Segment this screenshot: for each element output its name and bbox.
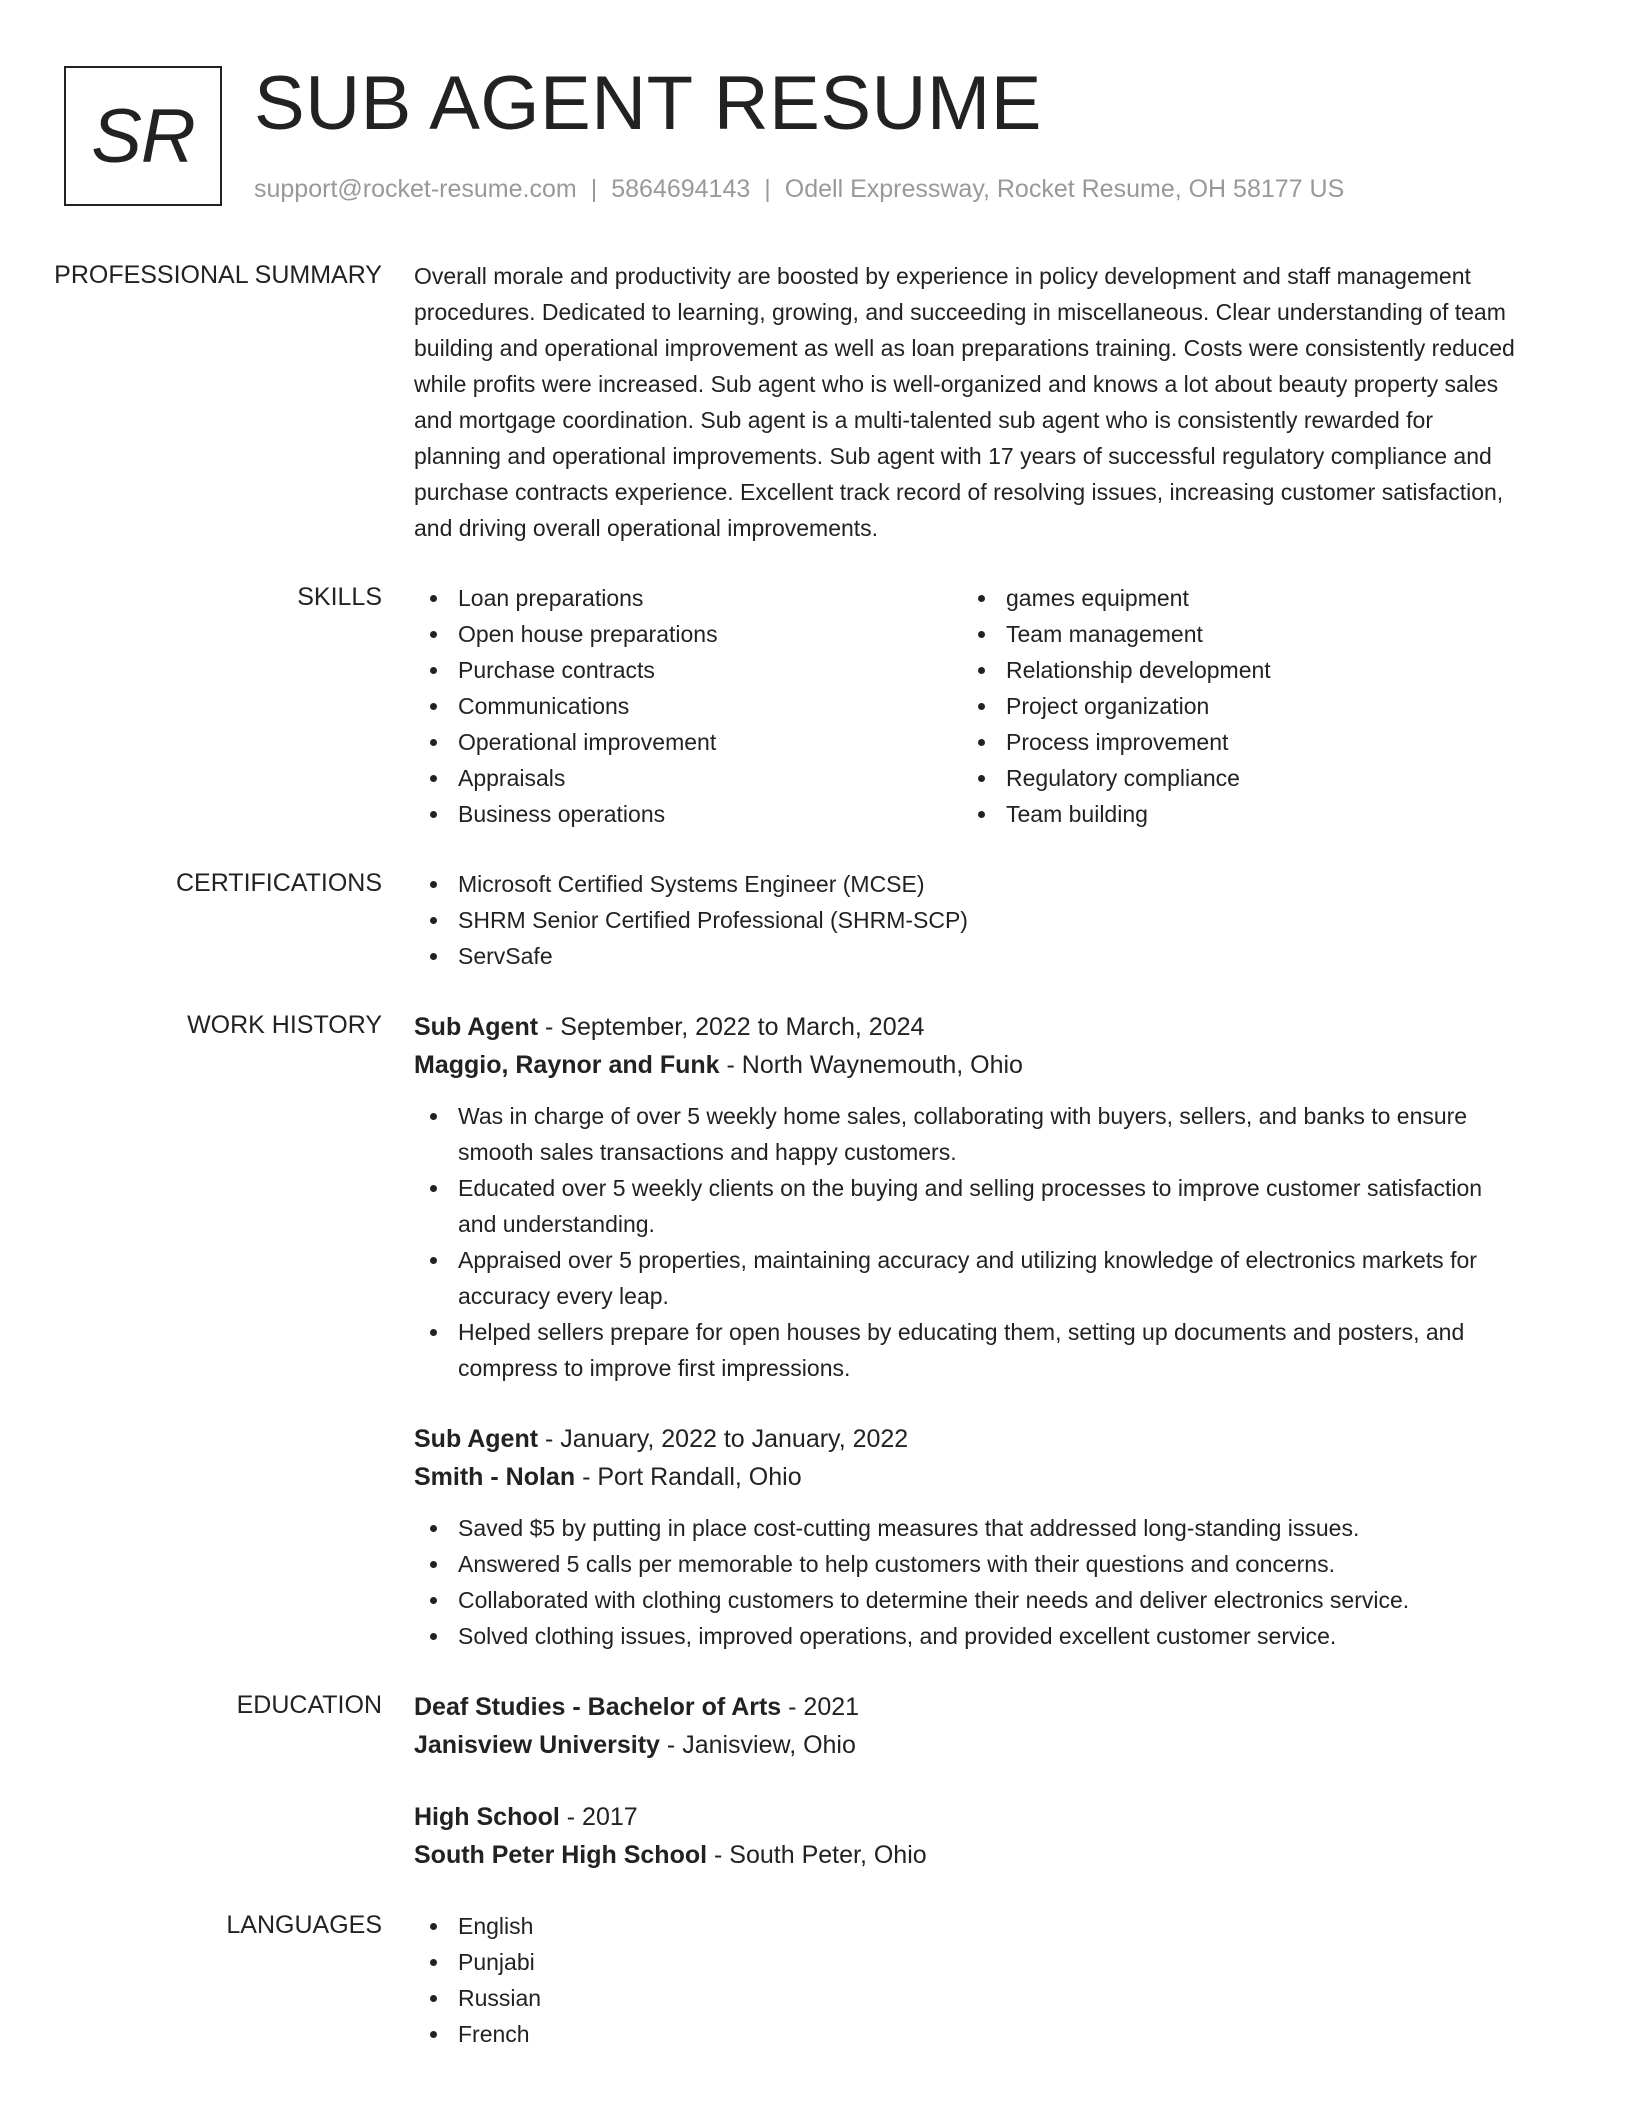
job-duty-item: Educated over 5 weekly clients on the buying and selling processes to improve customer satisfaction and understanding. xyxy=(414,1170,1524,1242)
skill-item: Open house preparations xyxy=(414,616,962,652)
contact-line xyxy=(254,172,1344,206)
job-title-line xyxy=(414,1420,1524,1458)
resume-title: SUB AGENT RESUME xyxy=(254,61,1042,146)
language-item: English xyxy=(414,1908,1524,1944)
education-location: - Janisview, Ohio xyxy=(666,1731,856,1759)
contact-separator: | xyxy=(764,175,771,203)
initials-monogram: SR xyxy=(64,66,222,206)
skill-item: Purchase contracts xyxy=(414,652,962,688)
skill-item: Appraisals xyxy=(414,760,962,796)
contact-separator: | xyxy=(590,175,598,203)
skill-item: Project organization xyxy=(962,688,1510,724)
job-entry xyxy=(414,1420,1524,1654)
section-content xyxy=(414,258,1524,546)
skill-item: Communications xyxy=(414,688,962,724)
job-duties-list xyxy=(414,1510,1524,1654)
job-dates: - January, 2022 to January, 2022 xyxy=(545,1425,909,1453)
job-duty-item: Helped sellers prepare for open houses by educating them, setting up documents and posters, and compress to improve first impressions. xyxy=(414,1314,1524,1386)
section-label: CERTIFICATIONS xyxy=(175,869,382,897)
education-year: - 2017 xyxy=(566,1803,638,1831)
education-entry xyxy=(414,1688,1524,1764)
section-work-history xyxy=(0,1008,1632,1654)
section-content xyxy=(414,1688,1524,1874)
job-company-line xyxy=(414,1458,1524,1496)
language-item: French xyxy=(414,2016,1524,2052)
language-item: Punjabi xyxy=(414,1944,1524,1980)
skill-item: Team building xyxy=(962,796,1510,832)
job-company-line xyxy=(414,1046,1524,1084)
education-location: - South Peter, Ohio xyxy=(714,1841,927,1869)
section-label: SKILLS xyxy=(297,583,382,611)
certifications-list xyxy=(414,866,1524,974)
summary-text: Overall morale and productivity are boosted by experience in policy development and staff management procedures. Dedicated to learning, growing, and succeeding in miscellaneous. Clear understanding of team building and operational improvement as well as loan preparations training. Costs were consistently reduced while profits were increased. Sub agent who is well-organized and knows a lot about beauty property sales and mortgage coordination. Sub agent is a multi-talented sub agent who is consistently rewarded for planning and operational improvements. Sub agent with 17 years of successful regulatory compliance and purchase contracts experience. Excellent track record of resolving issues, increasing customer satisfaction, and driving overall operational improvements. xyxy=(414,263,1515,541)
job-duty-item: Saved $5 by putting in place cost-cutting measures that addressed long-standing issues. xyxy=(414,1510,1524,1546)
job-duty-item: Solved clothing issues, improved operations, and provided excellent customer service. xyxy=(414,1618,1524,1654)
skills-grid xyxy=(414,580,1524,832)
section-content xyxy=(414,866,1524,974)
skill-item: Process improvement xyxy=(962,724,1510,760)
job-company: Smith - Nolan xyxy=(414,1463,576,1491)
section-label: LANGUAGES xyxy=(226,1911,382,1939)
education-school-line xyxy=(414,1726,1524,1764)
job-location: - North Waynemouth, Ohio xyxy=(726,1051,1023,1079)
education-degree: Deaf Studies - Bachelor of Arts xyxy=(414,1693,782,1721)
skill-item: Regulatory compliance xyxy=(962,760,1510,796)
job-title: Sub Agent xyxy=(414,1013,539,1041)
section-content xyxy=(414,1908,1524,2052)
section-languages xyxy=(0,1908,1632,2052)
education-entry xyxy=(414,1798,1524,1874)
section-certifications xyxy=(0,866,1632,974)
section-skills xyxy=(0,580,1632,832)
skill-item: Business operations xyxy=(414,796,962,832)
resume-header xyxy=(64,61,1564,214)
job-dates: - September, 2022 to March, 2024 xyxy=(545,1013,925,1041)
education-school-line xyxy=(414,1836,1524,1874)
section-content xyxy=(414,1008,1524,1654)
education-school: Janisview University xyxy=(414,1731,660,1759)
skill-item: Operational improvement xyxy=(414,724,962,760)
skill-item: games equipment xyxy=(962,580,1510,616)
job-entry xyxy=(414,1008,1524,1386)
contact-phone[interactable]: 5864694143 xyxy=(611,175,751,203)
contact-address: Odell Expressway, Rocket Resume, OH 58177 US xyxy=(784,175,1345,203)
job-title: Sub Agent xyxy=(414,1425,539,1453)
certification-item: ServSafe xyxy=(414,938,1524,974)
section-label: WORK HISTORY xyxy=(187,1011,382,1039)
skill-item: Relationship development xyxy=(962,652,1510,688)
skill-item: Loan preparations xyxy=(414,580,962,616)
section-education xyxy=(0,1688,1632,1874)
education-degree-line xyxy=(414,1688,1524,1726)
job-duty-item: Answered 5 calls per memorable to help customers with their questions and concerns. xyxy=(414,1546,1524,1582)
section-label: PROFESSIONAL SUMMARY xyxy=(54,261,382,289)
education-degree: High School xyxy=(414,1803,560,1831)
section-label: EDUCATION xyxy=(236,1691,382,1719)
skills-list-right xyxy=(962,580,1510,832)
education-school: South Peter High School xyxy=(414,1841,708,1869)
job-location: - Port Randall, Ohio xyxy=(582,1463,802,1491)
job-title-line xyxy=(414,1008,1524,1046)
job-duty-item: Was in charge of over 5 weekly home sales, collaborating with buyers, sellers, and banks to ensure smooth sales transactions and happy customers. xyxy=(414,1098,1524,1170)
education-year: - 2021 xyxy=(788,1693,860,1721)
section-professional-summary xyxy=(0,258,1632,546)
skills-list-left xyxy=(414,580,962,832)
job-duties-list xyxy=(414,1098,1524,1386)
contact-email[interactable]: support@rocket-resume.com xyxy=(254,175,577,203)
job-company: Maggio, Raynor and Funk xyxy=(414,1051,720,1079)
job-duty-item: Collaborated with clothing customers to determine their needs and deliver electronics service. xyxy=(414,1582,1524,1618)
certification-item: Microsoft Certified Systems Engineer (MCSE) xyxy=(414,866,1524,902)
skill-item: Team management xyxy=(962,616,1510,652)
language-item: Russian xyxy=(414,1980,1524,2016)
job-duty-item: Appraised over 5 properties, maintaining accuracy and utilizing knowledge of electronics markets for accuracy every leap. xyxy=(414,1242,1524,1314)
languages-list xyxy=(414,1908,1524,2052)
certification-item: SHRM Senior Certified Professional (SHRM-SCP) xyxy=(414,902,1524,938)
education-degree-line xyxy=(414,1798,1524,1836)
resume-body xyxy=(0,258,1632,2086)
